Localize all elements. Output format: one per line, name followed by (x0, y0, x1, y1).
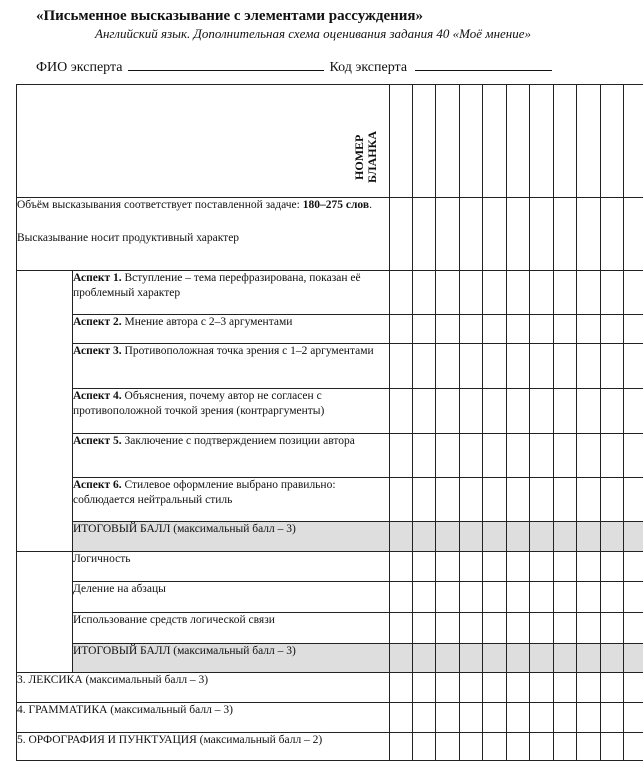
score-cell[interactable] (436, 733, 460, 761)
score-cell[interactable] (483, 582, 507, 613)
score-cell[interactable] (624, 198, 643, 271)
score-cell[interactable] (577, 644, 601, 673)
score-cell[interactable] (436, 478, 460, 522)
score-cell[interactable] (577, 478, 601, 522)
score-cell[interactable] (507, 522, 530, 552)
table-row-aspect-2 (17, 315, 643, 344)
score-cell[interactable] (390, 733, 413, 761)
score-cell[interactable] (460, 733, 483, 761)
score-cell[interactable] (460, 198, 483, 271)
score-cell[interactable] (483, 478, 507, 522)
score-cell[interactable] (413, 271, 436, 315)
table-row-total-1 (17, 522, 643, 552)
score-cell[interactable] (554, 552, 577, 582)
score-cell[interactable] (624, 552, 643, 582)
score-cell[interactable] (601, 673, 624, 703)
score-cell[interactable] (460, 315, 483, 344)
score-cell[interactable] (390, 389, 413, 434)
total-score-cell: ИТОГОВЫЙ БАЛЛ (максимальный балл – 3) (73, 644, 390, 673)
score-cell[interactable] (390, 522, 413, 552)
score-cell[interactable] (436, 582, 460, 613)
score-cell[interactable] (436, 673, 460, 703)
score-cell[interactable] (507, 582, 530, 613)
table-row-aspect-5 (17, 434, 643, 478)
score-cell[interactable] (601, 552, 624, 582)
score-cell[interactable] (530, 271, 554, 315)
score-cell[interactable] (601, 703, 624, 733)
score-cell[interactable] (624, 644, 643, 673)
score-cell[interactable] (577, 198, 601, 271)
score-cell[interactable] (460, 434, 483, 478)
score-cell[interactable] (601, 198, 624, 271)
score-cell[interactable] (413, 85, 436, 198)
score-cell[interactable] (624, 389, 643, 434)
score-cell[interactable] (601, 389, 624, 434)
score-cell[interactable] (483, 703, 507, 733)
score-cell[interactable] (601, 271, 624, 315)
score-cell[interactable] (413, 198, 436, 271)
score-cell[interactable] (390, 315, 413, 344)
score-cell[interactable] (624, 85, 643, 198)
score-cell[interactable] (624, 703, 643, 733)
score-cell[interactable] (436, 198, 460, 271)
score-cell[interactable] (460, 613, 483, 644)
score-cell[interactable] (601, 344, 624, 389)
score-cell[interactable] (390, 673, 413, 703)
score-cell[interactable] (483, 85, 507, 198)
score-cell[interactable] (554, 522, 577, 552)
score-cell[interactable] (577, 344, 601, 389)
aspect-cell: Аспект 2. Мнение автора с 2–3 аргументами (73, 315, 390, 344)
score-cell[interactable] (601, 644, 624, 673)
score-cell[interactable] (577, 733, 601, 761)
score-cell[interactable] (577, 582, 601, 613)
score-cell[interactable] (507, 478, 530, 522)
score-cell[interactable] (436, 434, 460, 478)
score-cell[interactable] (554, 703, 577, 733)
score-cell[interactable] (483, 644, 507, 673)
score-cell[interactable] (483, 315, 507, 344)
score-cell[interactable] (436, 552, 460, 582)
score-cell[interactable] (390, 344, 413, 389)
score-cell[interactable] (624, 344, 643, 389)
table-row-linking (17, 613, 643, 644)
score-cell[interactable] (554, 613, 577, 644)
score-cell[interactable] (436, 613, 460, 644)
score-cell[interactable] (436, 85, 460, 198)
score-cell[interactable] (554, 344, 577, 389)
score-cell[interactable] (601, 733, 624, 761)
score-cell[interactable] (530, 703, 554, 733)
score-cell[interactable] (554, 434, 577, 478)
score-cell[interactable] (624, 271, 643, 315)
score-cell[interactable] (483, 613, 507, 644)
score-cell[interactable] (507, 271, 530, 315)
score-cell[interactable] (483, 271, 507, 315)
score-cell[interactable] (390, 478, 413, 522)
organization-cell: Использование средств логической связи (73, 613, 390, 644)
aspect-cell: Аспект 6. Стилевое оформление выбрано правильно: соблюдается нейтральный стиль (73, 478, 390, 522)
score-cell[interactable] (577, 552, 601, 582)
expert-name-field[interactable] (128, 57, 324, 71)
score-cell[interactable] (507, 613, 530, 644)
score-cell[interactable] (624, 582, 643, 613)
table-row-paragraphs (17, 582, 643, 613)
score-cell[interactable] (460, 85, 483, 198)
score-cell[interactable] (460, 703, 483, 733)
table-row-aspect-6 (17, 478, 643, 522)
score-cell[interactable] (577, 522, 601, 552)
score-cell[interactable] (483, 198, 507, 271)
score-cell[interactable] (577, 703, 601, 733)
score-cell[interactable] (413, 315, 436, 344)
form-title: «Письменное высказывание с элементами рассуждения» (36, 8, 424, 24)
score-cell[interactable] (624, 673, 643, 703)
score-cell[interactable] (530, 673, 554, 703)
score-cell[interactable] (624, 613, 643, 644)
score-cell[interactable] (624, 315, 643, 344)
score-cell[interactable] (507, 552, 530, 582)
organization-cell: Логичность (73, 552, 390, 582)
aspect-cell: Аспект 1. Вступление – тема перефразирована, показан её проблемный характер (73, 271, 390, 315)
score-cell[interactable] (507, 644, 530, 673)
score-cell[interactable] (507, 315, 530, 344)
aspect-cell: Аспект 5. Заключение с подтверждением позиции автора (73, 434, 390, 478)
organization-block-spacer (17, 552, 73, 673)
score-cell[interactable] (390, 198, 413, 271)
score-cell[interactable] (413, 522, 436, 552)
table-header-row (17, 85, 643, 198)
score-cell[interactable] (601, 434, 624, 478)
score-cell[interactable] (413, 733, 436, 761)
score-cell[interactable] (507, 198, 530, 271)
score-cell[interactable] (390, 85, 413, 198)
score-cell[interactable] (577, 85, 601, 198)
score-cell[interactable] (483, 552, 507, 582)
score-cell[interactable] (390, 271, 413, 315)
score-cell[interactable] (413, 703, 436, 733)
score-cell[interactable] (554, 644, 577, 673)
score-cell[interactable] (436, 315, 460, 344)
score-cell[interactable] (436, 522, 460, 552)
score-cell[interactable] (483, 733, 507, 761)
score-cell[interactable] (460, 522, 483, 552)
score-cell[interactable] (413, 344, 436, 389)
score-cell[interactable] (483, 344, 507, 389)
score-cell[interactable] (507, 344, 530, 389)
table-row-grammar (17, 703, 643, 733)
score-cell[interactable] (413, 582, 436, 613)
score-cell[interactable] (577, 271, 601, 315)
score-cell[interactable] (530, 552, 554, 582)
assessment-table (16, 84, 643, 761)
score-cell[interactable] (460, 673, 483, 703)
score-cell[interactable] (436, 271, 460, 315)
score-cell[interactable] (507, 673, 530, 703)
score-cell[interactable] (530, 344, 554, 389)
score-cell[interactable] (436, 344, 460, 389)
score-cell[interactable] (554, 389, 577, 434)
table-row-logic (17, 552, 643, 582)
score-cell[interactable] (554, 271, 577, 315)
score-cell[interactable] (483, 673, 507, 703)
score-cell[interactable] (530, 85, 554, 198)
table-row-spelling (17, 733, 643, 761)
score-cell[interactable] (577, 673, 601, 703)
score-cell[interactable] (507, 85, 530, 198)
score-cell[interactable] (554, 85, 577, 198)
score-cell[interactable] (530, 478, 554, 522)
score-cell[interactable] (436, 389, 460, 434)
score-cell[interactable] (436, 644, 460, 673)
score-cell[interactable] (624, 478, 643, 522)
score-cell[interactable] (530, 582, 554, 613)
score-cell[interactable] (413, 644, 436, 673)
score-cell[interactable] (460, 344, 483, 389)
score-cell[interactable] (530, 315, 554, 344)
score-cell[interactable] (460, 644, 483, 673)
score-cell[interactable] (390, 582, 413, 613)
score-cell[interactable] (601, 582, 624, 613)
form-subtitle: Английский язык. Дополнительная схема оценивания задания 40 «Моё мнение» (95, 26, 532, 41)
table-row-aspect-3 (17, 344, 643, 389)
score-cell[interactable] (601, 315, 624, 344)
score-cell[interactable] (507, 703, 530, 733)
score-cell[interactable] (483, 389, 507, 434)
total-score-cell: ИТОГОВЫЙ БАЛЛ (максимальный балл – 3) (73, 522, 390, 552)
lexis-cell: 3. ЛЕКСИКА (максимальный балл – 3) (17, 673, 390, 703)
score-cell[interactable] (624, 434, 643, 478)
score-cell[interactable] (530, 733, 554, 761)
score-cell[interactable] (507, 389, 530, 434)
score-cell[interactable] (390, 434, 413, 478)
score-cell[interactable] (554, 582, 577, 613)
blank-number-label: НОМЕР БЛАНКА (352, 131, 379, 183)
score-cell[interactable] (601, 85, 624, 198)
score-cell[interactable] (554, 478, 577, 522)
spelling-cell: 5. ОРФОГРАФИЯ И ПУНКТУАЦИЯ (максимальный балл – 2) (17, 733, 390, 761)
score-cell[interactable] (460, 552, 483, 582)
score-cell[interactable] (507, 733, 530, 761)
blank-number-header (17, 85, 390, 198)
score-cell[interactable] (390, 644, 413, 673)
score-cell[interactable] (413, 673, 436, 703)
score-cell[interactable] (530, 389, 554, 434)
score-cell[interactable] (436, 703, 460, 733)
score-cell[interactable] (624, 522, 643, 552)
volume-cell: Объём высказывания соответствует поставленной задаче: 180–275 слов. Высказывание носит продуктивный характер (17, 198, 390, 271)
score-cell[interactable] (554, 673, 577, 703)
table-row-volume (17, 198, 643, 271)
score-cell[interactable] (624, 733, 643, 761)
score-cell[interactable] (601, 613, 624, 644)
score-cell[interactable] (413, 389, 436, 434)
score-cell[interactable] (554, 315, 577, 344)
score-cell[interactable] (554, 198, 577, 271)
score-cell[interactable] (390, 613, 413, 644)
expert-info-line (36, 57, 636, 76)
score-cell[interactable] (530, 434, 554, 478)
score-cell[interactable] (413, 478, 436, 522)
organization-cell: Деление на абзацы (73, 582, 390, 613)
expert-name-label: ФИО эксперта (36, 60, 123, 75)
task-block-spacer (17, 271, 73, 552)
score-cell[interactable] (460, 582, 483, 613)
score-cell[interactable] (507, 434, 530, 478)
aspect-cell: Аспект 4. Объяснения, почему автор не согласен с противоположной точкой зрения (контраргументы) (73, 389, 390, 434)
score-cell[interactable] (390, 552, 413, 582)
score-cell[interactable] (530, 613, 554, 644)
score-cell[interactable] (460, 271, 483, 315)
expert-code-field[interactable] (415, 57, 552, 71)
score-cell[interactable] (554, 733, 577, 761)
table-row-lexis (17, 673, 643, 703)
score-cell[interactable] (483, 522, 507, 552)
table-row-aspect-1 (17, 271, 643, 315)
score-cell[interactable] (601, 522, 624, 552)
score-cell[interactable] (413, 613, 436, 644)
grammar-cell: 4. ГРАММАТИКА (максимальный балл – 3) (17, 703, 390, 733)
table-row-aspect-4 (17, 389, 643, 434)
score-cell[interactable] (577, 434, 601, 478)
score-cell[interactable] (577, 389, 601, 434)
score-cell[interactable] (413, 434, 436, 478)
table-row-total-2 (17, 644, 643, 673)
score-cell[interactable] (413, 552, 436, 582)
score-cell[interactable] (530, 644, 554, 673)
score-cell[interactable] (601, 478, 624, 522)
score-cell[interactable] (483, 434, 507, 478)
score-cell[interactable] (460, 478, 483, 522)
score-cell[interactable] (530, 198, 554, 271)
expert-code-label: Код эксперта (329, 60, 408, 75)
score-cell[interactable] (577, 315, 601, 344)
score-cell[interactable] (530, 522, 554, 552)
aspect-cell: Аспект 3. Противоположная точка зрения с 1–2 аргументами (73, 344, 390, 389)
score-cell[interactable] (460, 389, 483, 434)
score-cell[interactable] (390, 703, 413, 733)
score-cell[interactable] (577, 613, 601, 644)
productive-text: Высказывание носит продуктивный характер (17, 232, 240, 244)
